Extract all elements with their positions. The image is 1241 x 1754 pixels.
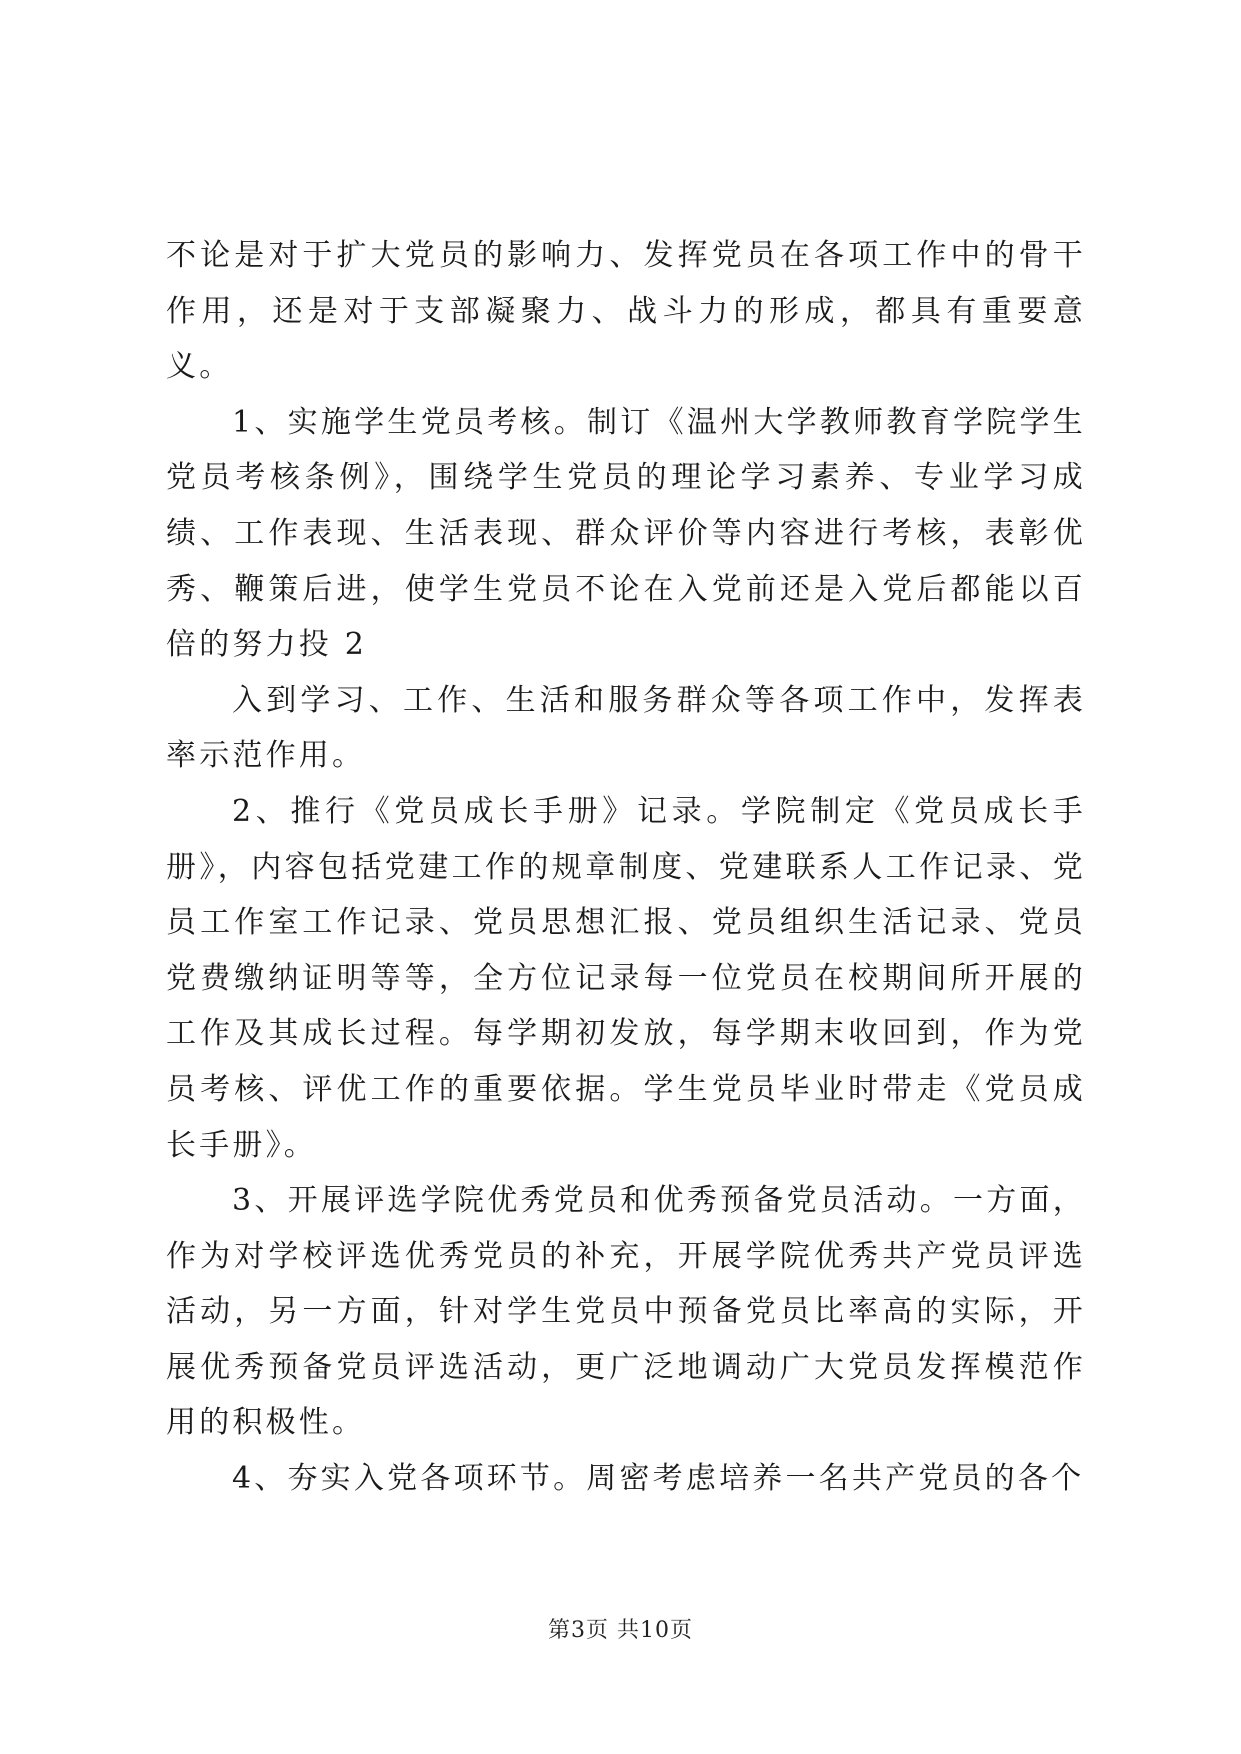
paragraph-item-1: 1、实施学生党员考核。制订《温州大学教师教育学院学生党员考核条例》，围绕学生党员的理论学习素养、专业学习成绩、工作表现、生活表现、群众评价等内容进行考核，表彰优秀、鞭策后进，使学生党员不论在入党前还是入党后都能以百倍的努力投 2 bbox=[166, 404, 1086, 663]
paragraph-item-1-continued: 入到学习、工作、生活和服务群众等各项工作中，发挥表率示范作用。 bbox=[166, 682, 1086, 774]
paragraph-item-2: 2、推行《党员成长手册》记录。学院制定《党员成长手册》，内容包括党建工作的规章制度、党建联系人工作记录、党员工作室工作记录、党员思想汇报、党员组织生活记录、党员党费缴纳证明等等，全方位记录每一位党员在校期间所开展的工作及其成长过程。每学期初发放，每学期末收回到，作为党员考核、评优工作的重要依据。学生党员毕业时带走《党员成长手册》。 bbox=[166, 793, 1086, 1163]
page-footer: 第3页 共10页 bbox=[548, 1618, 693, 1643]
paragraph-item-3: 3、开展评选学院优秀党员和优秀预备党员活动。一方面，作为对学校评选优秀党员的补充，开展学院优秀共产党员评选活动，另一方面，针对学生党员中预备党员比率高的实际，开展优秀预备党员评选活动，更广泛地调动广大党员发挥模范作用的积极性。 bbox=[166, 1183, 1086, 1441]
document-body bbox=[166, 228, 1086, 1507]
paragraph-item-4: 4、夯实入党各项环节。周密考虑培养一名共产党员的各个 bbox=[232, 1461, 1085, 1497]
paragraph-continuation: 不论是对于扩大党员的影响力、发挥党员在各项工作中的骨干作用，还是对于支部凝聚力、战斗力的形成，都具有重要意义。 bbox=[166, 238, 1086, 385]
